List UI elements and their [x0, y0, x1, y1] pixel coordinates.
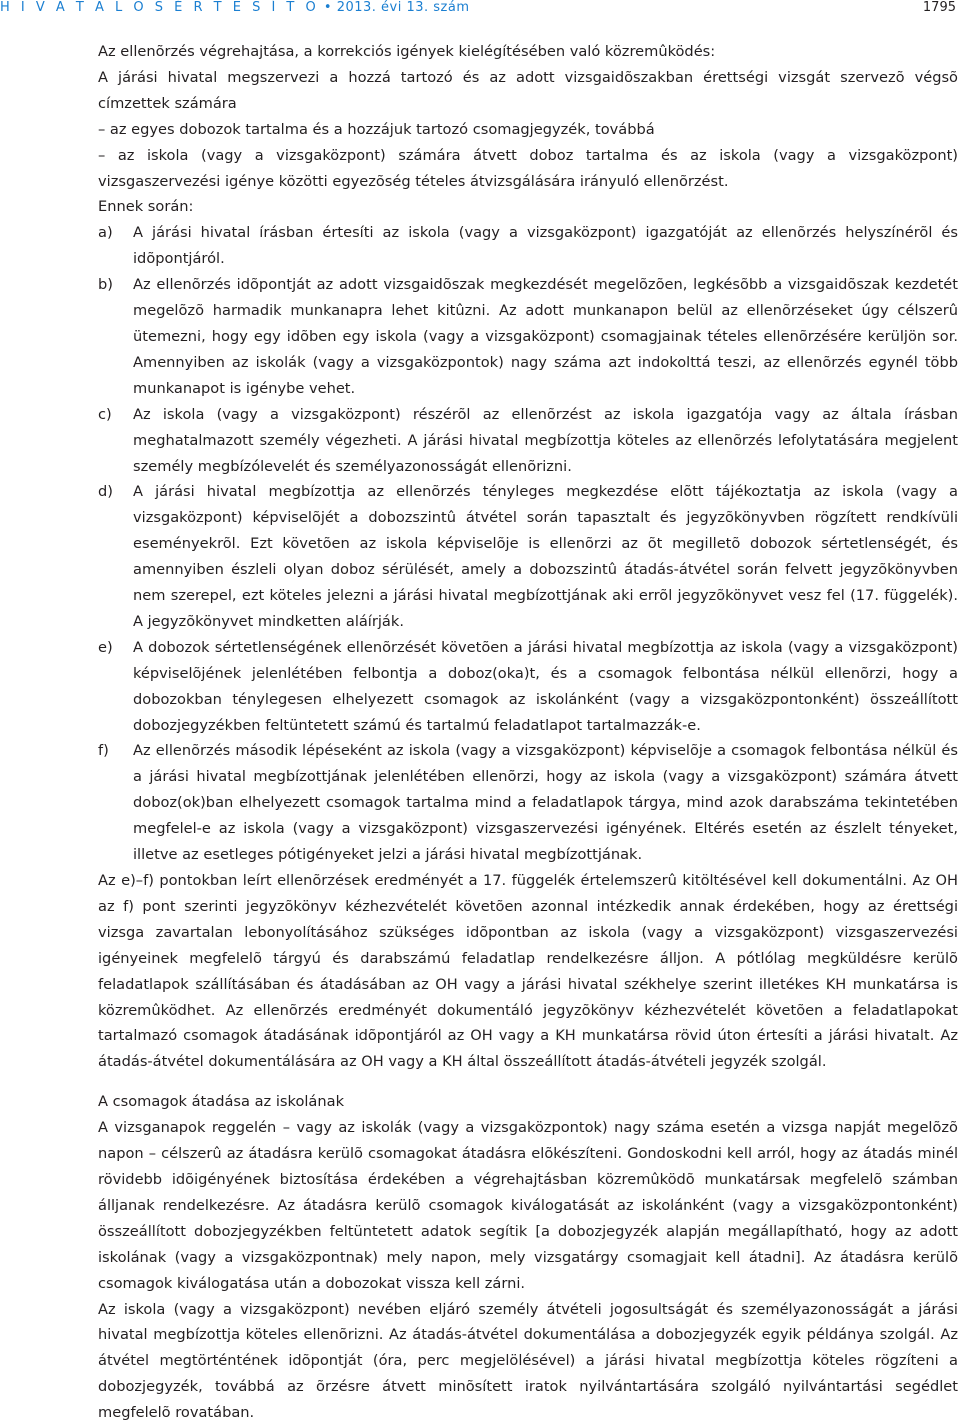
issue-date: 2013. évi 13. szám	[337, 0, 470, 15]
list-item-text: A járási hivatal írásban értesíti az iskola (vagy a vizsgaközpont) igazgatóját az ellenõrzés helyszínérõl és idõpontjáról.	[133, 224, 958, 267]
paragraph: Az iskola (vagy a vizsgaközpont) nevében eljáró személy átvételi jogosultságát és személyazonosságát a járási hivatal megbízottja köteles ellenõrizni. Az átadás-átvétel dokumentálása a dobozjegyzék egyik példánya szolgál. Az átvétel megtörténtének idõpontját (óra, perc megjelölésével) a járási hivatal megbízottja köteles rögzíteni a dobozjegyzék, továbbá az õrzésre átvett minõsített iratok nyilvántartására szolgáló nyilvántartási segédlet megfelelõ rovatában.	[98, 1297, 958, 1426]
list-item-text: Az iskola (vagy a vizsgaközpont) részérõl az ellenõrzést az iskola igazgatója vagy az általa írásban meghatalmazott személy végezheti. A járási hivatal megbízottja köteles az ellenõrzés lefolytatására megjelent személy megbízólevelét és személyazonosságát ellenõrizni.	[133, 406, 958, 475]
list-item-text: A járási hivatal megbízottja az ellenõrzés tényleges megkezdése elõtt tájékoztatja az iskola (vagy a vizsgaközpont) képviselõjét a dobozszintû átvétel során tapasztalt és jegyzõkönyvben rögzített rendkívüli eseményekrõl. Ezt követõen az iskola képviselõje is ellenõrzi az õt megilletõ dobozok sértetlenségét, és amennyiben észleli olyan doboz sérülését, amely a dobozszintû átadás-átvétel során felvett jegyzõkönyvben nem szerepel, ezt köteles jelezni a járási hivatal megbízottjának aki errõl jegyzõkönyvet vesz fel (17. függelék). A jegyzõkönyvet mindketten aláírják.	[133, 483, 958, 630]
paragraph-intro: Ennek során:	[98, 194, 958, 220]
list-item	[98, 220, 958, 272]
page-number: 1795	[923, 0, 956, 15]
list-item-label: d)	[98, 479, 113, 505]
dash-list-item: – az egyes dobozok tartalma és a hozzájuk tartozó csomagjegyzék, továbbá	[98, 117, 958, 143]
list-item-label: b)	[98, 272, 113, 298]
list-item-label: a)	[98, 220, 113, 246]
section-title: A csomagok átadása az iskolának	[98, 1089, 958, 1115]
paragraph: A járási hivatal megszervezi a hozzá tartozó és az adott vizsgaidõszakban érettségi vizsgát szervezõ végsõ címzettek számára	[98, 65, 958, 117]
list-item	[98, 635, 958, 739]
list-item-text: Az ellenõrzés idõpontját az adott vizsgaidõszak megkezdését megelõzõen, legkésõbb a vizsgaidõszak kezdetét megelõzõ harmadik munkanapra lehet kitûzni. Az adott munkanapon belül az ellenõrzéseket úgy célszerû ütemezni, hogy egy idõben egy iskola (vagy a vizsgaközpont) csomagjainak tételes ellenõrzésére kerüljön sor. Amennyiben az iskolák (vagy a vizsgaközpontok) nagy száma azt indokolttá teszi, az ellenõrzés egynél több munkanapot is igénybe vehet.	[133, 276, 958, 397]
list-item-label: f)	[98, 738, 109, 764]
list-item	[98, 402, 958, 480]
document-body	[98, 39, 958, 1426]
list-item-text: Az ellenõrzés második lépéseként az iskola (vagy a vizsgaközpont) képviselõje a csomagok felbontása nélkül és a járási hivatal megbízottjának jelenlétében ellenõrzi, hogy az iskola (vagy a vizsgaközpont) számára átvett doboz(ok)ban elhelyezett csomagok tartalma mind a feladatlapok tárgya, mind azok darabszáma tekintetében megfelel-e az iskola (vagy a vizsgaközpont) vizsgaszervezési igényének. Eltérés esetén az észlelt tényeket, illetve az esetleges pótigényeket jelzi a járási hivatal megbízottjának.	[133, 742, 958, 863]
list-item	[98, 272, 958, 402]
list-item	[98, 738, 958, 868]
section-spacer	[98, 1075, 958, 1089]
list-item-label: c)	[98, 402, 112, 428]
section-title: Az ellenõrzés végrehajtása, a korrekciós igények kielégítésében való közremûködés:	[98, 39, 958, 65]
list-item-label: e)	[98, 635, 113, 661]
journal-title: H I V A T A L O S É R T E S Í T Õ	[0, 0, 319, 15]
paragraph: Az e)–f) pontokban leírt ellenõrzések eredményét a 17. függelék értelemszerû kitöltésével kell dokumentálni. Az OH az f) pont szerinti jegyzõkönyv kézhezvételét követõen azonnal intézkedik annak érdekében, hogy az érettségi vizsga zavartalan lebonyolításához szükséges idõpontban az iskola (vagy a vizsgaközpont) vizsgaszervezési igényeinek megfelelõ tárgyú és darabszámú feladatlap rendelkezésre álljon. A pótlólag megküldésre kerülõ feladatlapok szállításában és átadásában az OH vagy a járási hivatal székhelye szerint illetékes KH munkatársa is közremûködhet. Az ellenõrzés eredményét dokumentáló jegyzõkönyv kézhezvételét követõen a feladatlapokat tartalmazó csomagok átadásának idõpontjáról az OH vagy a KH munkatársa rövid úton értesíti a járási hivatalt. Az átadás-átvétel dokumentálására az OH vagy a KH által összeállított átadás-átvételi jegyzék szolgál.	[98, 868, 958, 1075]
running-header	[0, 0, 470, 15]
list-item-text: A dobozok sértetlenségének ellenõrzését követõen a járási hivatal megbízottja az iskola (vagy a vizsgaközpont) képviselõjének jelenlétében felbontja a doboz(oka)t, és a csomagok felbontása nélkül ellenõrzi, hogy a dobozokban ténylegesen elhelyezett csomagok az iskolánként (vagy a vizsgaközpontonként) összeállított dobozjegyzékben feltüntetett számú és tartalmú feladatlapot tartalmazzák-e.	[133, 639, 958, 734]
list-item	[98, 479, 958, 634]
paragraph: A vizsganapok reggelén – vagy az iskolák (vagy a vizsgaközpontok) nagy száma esetén a vizsga napját megelõzõ napon – célszerû az átadásra kerülõ csomagokat átadásra elõkészíteni. Gondoskodni kell arról, hogy az átadás minél rövidebb idõigényének biztosítása érdekében a végrehajtásban közremûködõ munkatársak megfelelõ számban álljanak rendelkezésre. Az átadásra kerülõ csomagok kiválogatását az iskolánként (vagy a vizsgaközpontonként) összeállított dobozjegyzékben feltüntetett adatok segítik [a dobozjegyzék alapján megállapítható, hogy az adott iskolának (vagy a vizsgaközpontnak) mely napon, mely vizsgatárgy csomagjait kell átadni]. Az átadásra kerülõ csomagok kiválogatása után a dobozokat vissza kell zárni.	[98, 1115, 958, 1296]
page-header	[0, 0, 960, 22]
header-bullet: •	[324, 0, 332, 15]
dash-list-item: – az iskola (vagy a vizsgaközpont) számára átvett doboz tartalma és az iskola (vagy a vizsgaközpont) vizsgaszervezési igénye közötti egyezõség tételes átvizsgálására irányuló ellenõrzést.	[98, 143, 958, 195]
